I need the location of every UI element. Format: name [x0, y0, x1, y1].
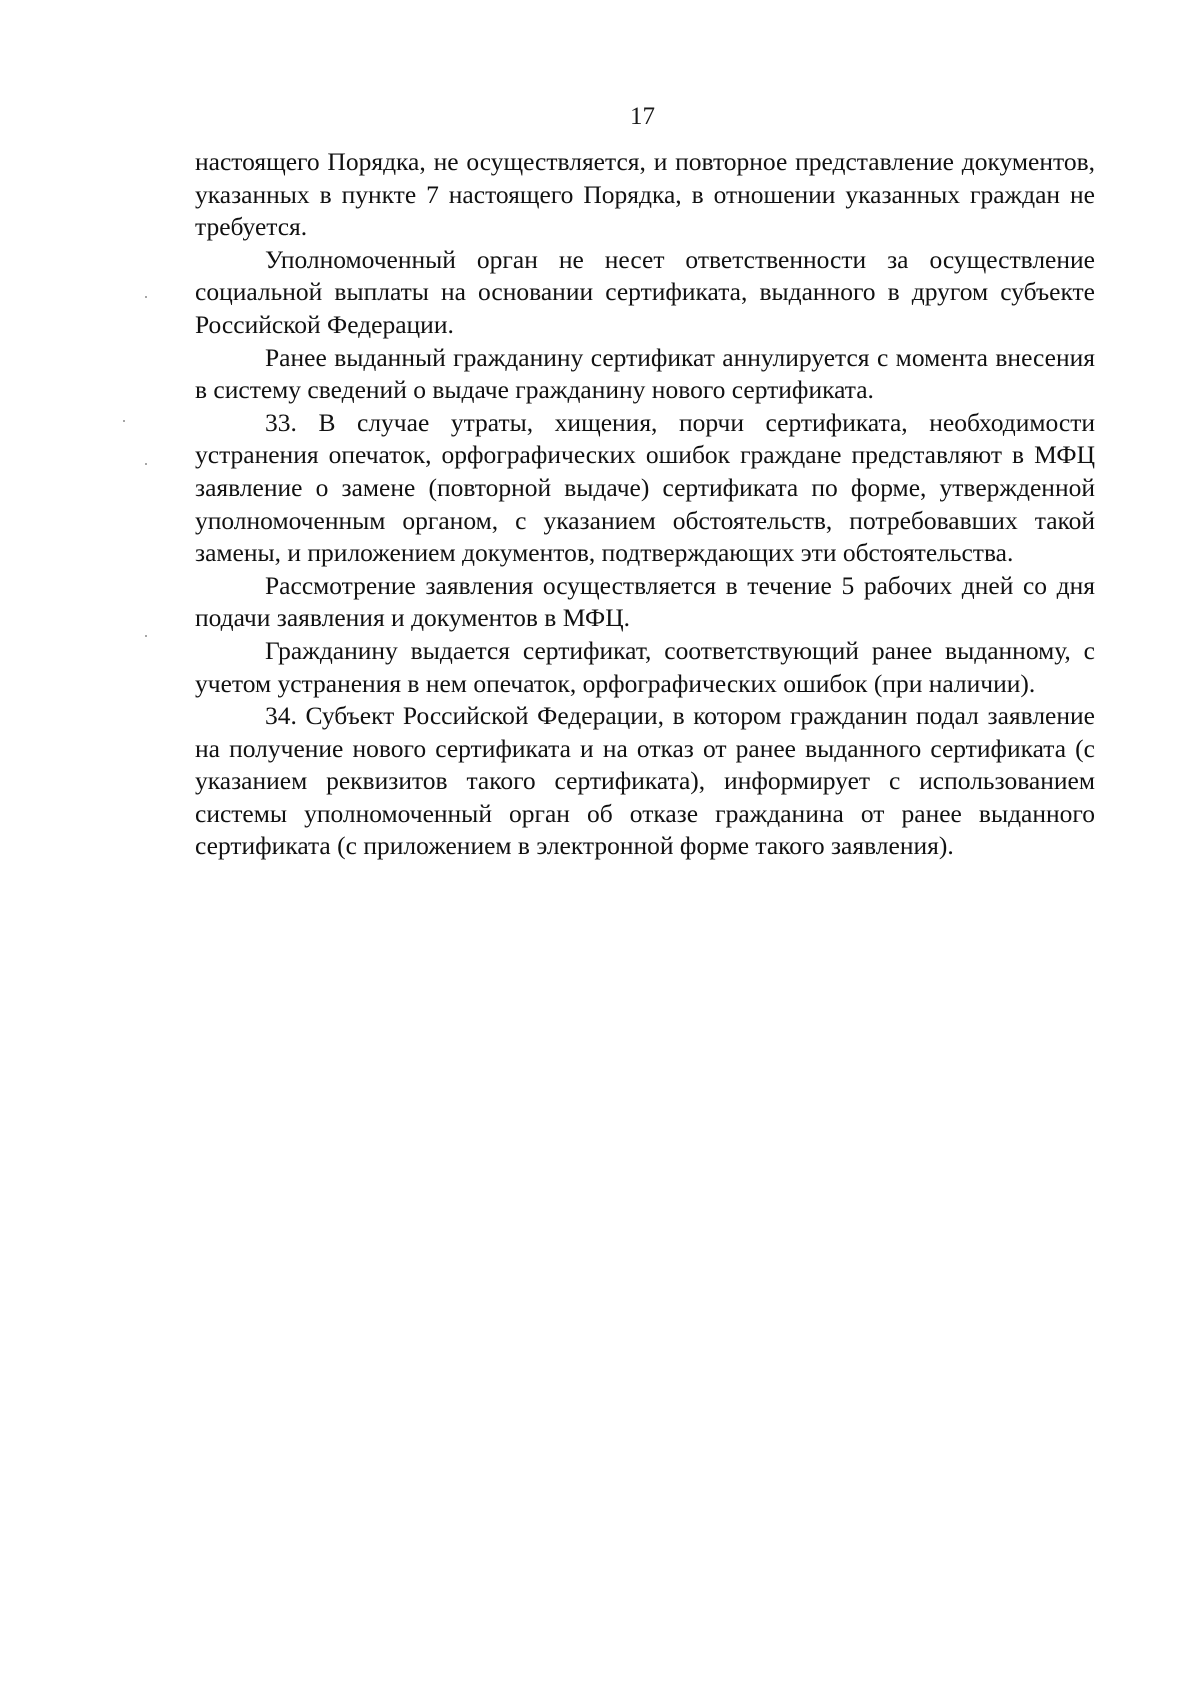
paragraph-clause-34: 34. Субъект Российской Федерации, в котором гражданин подал заявление на получение нового сертификата и на отказ от ранее выданного сертификата (с указанием реквизитов такого сертификата), информирует с использованием системы уполномоченный орган об отказе гражданина от ранее выданного сертификата (с приложением в электронной форме такого заявления).: [195, 701, 1095, 861]
scan-speck: [145, 463, 147, 465]
scan-speck: [145, 635, 147, 637]
paragraph-authority-liability: Уполномоченный орган не несет ответственности за осуществление социальной выплаты на основании сертификата, выданного в другом субъекте Российской Федерации.: [195, 244, 1095, 339]
paragraph-clause-33: 33. В случае утраты, хищения, порчи сертификата, необходимости устранения опечаток, орфографических ошибок граждане представляют в МФЦ заявление о замене (повторной выдаче) сертификата по форме, утвержденной уполномоченным органом, с указанием обстоятельств, потребовавших такой замены, и приложением документов, подтверждающих эти обстоятельства.: [195, 407, 1095, 568]
page-number: 17: [630, 103, 655, 130]
paragraph-reissue: Гражданину выдается сертификат, соответствующий ранее выданному, с учетом устранения в нем опечаток, орфографических ошибок (при наличии).: [195, 635, 1095, 698]
paragraph-certificate-annulment: Ранее выданный гражданину сертификат аннулируется с момента внесения в систему сведений о выдаче гражданину нового сертификата.: [195, 342, 1095, 405]
scan-speck: [123, 420, 125, 422]
paragraph-continuation: настоящего Порядка, не осуществляется, и повторное представление документов, указанных в пункте 7 настоящего Порядка, в отношении указанных граждан не требуется.: [195, 147, 1095, 242]
scan-speck: [145, 296, 147, 298]
document-body: [195, 146, 1095, 863]
paragraph-review-period: Рассмотрение заявления осуществляется в течение 5 рабочих дней со дня подачи заявления и документов в МФЦ.: [195, 570, 1095, 633]
